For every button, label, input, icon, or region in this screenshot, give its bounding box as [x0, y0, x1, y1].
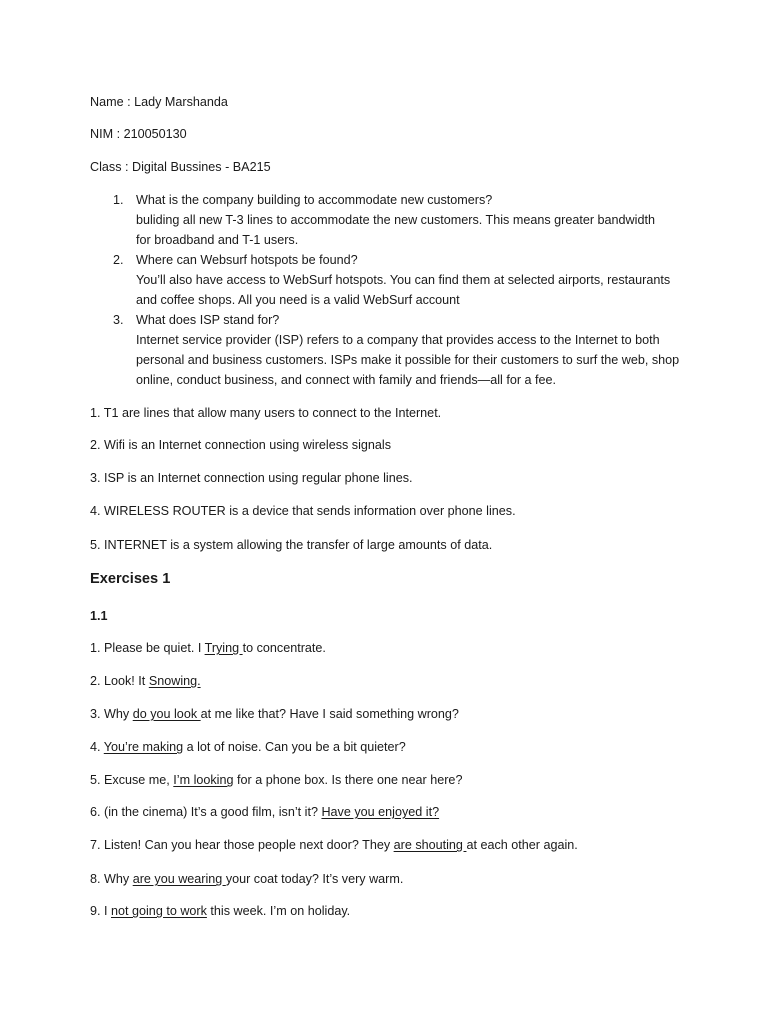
filled-answer: are you wearing	[132, 872, 226, 886]
definition-item: 4. WIRELESS ROUTER is a device that sends information over phone lines.	[90, 504, 516, 518]
filled-answer: are shouting	[393, 838, 467, 852]
exercises-subheading: 1.1	[90, 609, 108, 623]
question-text: What does ISP stand for?	[136, 313, 280, 327]
filled-answer: not going to work	[111, 904, 207, 918]
exercise-item: 1. Please be quiet. I Trying to concentrate.	[90, 641, 326, 655]
exercise-item: 4. You’re making a lot of noise. Can you be a bit quieter?	[90, 740, 406, 754]
exercises-heading: Exercises 1	[90, 571, 171, 587]
filled-answer: I’m looking	[173, 773, 234, 787]
question-text: Where can Websurf hotspots be found?	[136, 253, 358, 267]
exercise-item: 7. Listen! Can you hear those people next door? They are shouting at each other again.	[90, 838, 578, 852]
filled-answer: Have you enjoyed it?	[321, 805, 440, 819]
question-text: What is the company building to accommodate new customers?	[136, 193, 493, 207]
filled-answer: Snowing.	[148, 674, 201, 688]
student-nim: NIM : 210050130	[90, 127, 187, 141]
answer-line: Internet service provider (ISP) refers to a company that provides access to the Internet to both	[136, 333, 660, 347]
question-number: 2.	[113, 253, 124, 267]
filled-answer: You’re making	[103, 740, 184, 754]
question-number: 3.	[113, 313, 124, 327]
answer-line: for broadband and T-1 users.	[136, 233, 299, 247]
student-class: Class : Digital Bussines - BA215	[90, 160, 271, 174]
answer-line: personal and business customers. ISPs make it possible for their customers to surf the web, shop	[136, 353, 680, 367]
exercise-item: 8. Why are you wearing your coat today? It’s very warm.	[90, 872, 404, 886]
answer-line: online, conduct business, and connect with family and friends—all for a fee.	[136, 373, 557, 387]
definition-item: 2. Wifi is an Internet connection using wireless signals	[90, 438, 391, 452]
exercise-item: 5. Excuse me, I’m looking for a phone box. Is there one near here?	[90, 773, 463, 787]
exercise-item: 6. (in the cinema) It’s a good film, isn’t it? Have you enjoyed it?	[90, 805, 440, 819]
answer-line: buliding all new T-3 lines to accommodate the new customers. This means greater bandwidth	[136, 213, 655, 227]
definition-item: 3. ISP is an Internet connection using regular phone lines.	[90, 471, 413, 485]
definition-item: 5. INTERNET is a system allowing the transfer of large amounts of data.	[90, 538, 493, 552]
question-number: 1.	[113, 193, 124, 207]
filled-answer: do you look	[132, 707, 201, 721]
answer-line: and coffee shops. All you need is a valid WebSurf account	[136, 293, 460, 307]
student-name: Name : Lady Marshanda	[90, 95, 228, 109]
answer-line: You’ll also have access to WebSurf hotspots. You can find them at selected airports, restaurants	[136, 273, 671, 287]
exercise-item: 2. Look! It Snowing.	[90, 674, 201, 688]
filled-answer: Trying	[204, 641, 243, 655]
exercise-item: 9. I not going to work this week. I’m on holiday.	[90, 904, 351, 918]
exercise-item: 3. Why do you look at me like that? Have I said something wrong?	[90, 707, 459, 721]
definition-item: 1. T1 are lines that allow many users to connect to the Internet.	[90, 406, 442, 420]
